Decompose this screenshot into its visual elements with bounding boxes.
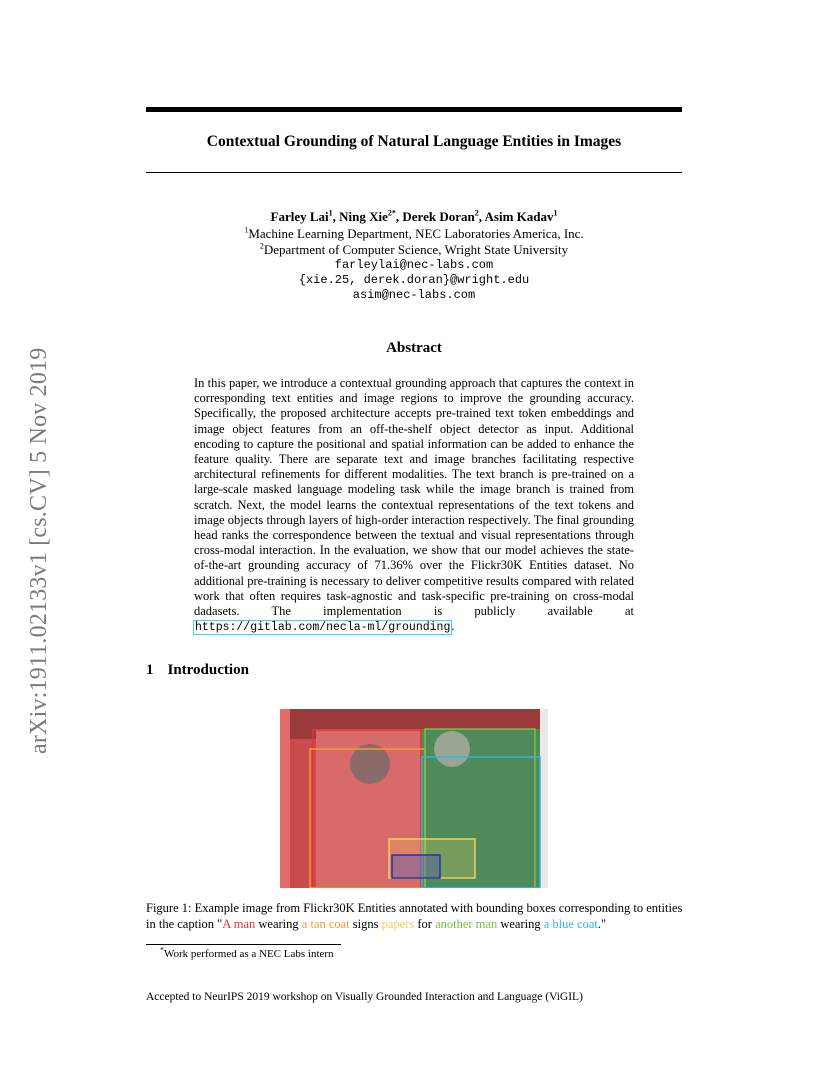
abstract-end: . (451, 619, 455, 634)
author-3: , Derek Doran (395, 209, 475, 224)
email-2: {xie.25, derek.doran}@wright.edu (298, 273, 530, 287)
author-2-footnote-mark: * (391, 208, 396, 218)
caption-entity-papers: papers (381, 916, 415, 931)
author-2: , Ning Xie (332, 209, 388, 224)
photo-left-head (350, 744, 390, 784)
caption-entity-tan-coat: a tan coat (301, 916, 350, 931)
venue-note: Accepted to NeurIPS 2019 workshop on Visually Grounded Interaction and Language (ViGIL) (146, 991, 583, 1003)
bbox-extra (392, 855, 440, 878)
caption-entity-blue-coat: a blue coat (543, 916, 598, 931)
author-1-sup: 1 (328, 208, 333, 218)
photo-right-head (434, 731, 470, 767)
caption-entity-a-man: A man (222, 916, 256, 931)
affiliation-2-sup: 2 (259, 241, 264, 251)
affiliation-2-text: Department of Computer Science, Wright State University (263, 242, 569, 257)
photo-left-edge (280, 709, 290, 888)
figure-image (280, 709, 548, 888)
footnote (160, 945, 334, 960)
abstract-heading: Abstract (386, 340, 442, 356)
affiliation-1-sup: 1 (244, 225, 249, 235)
email-3: asim@nec-labs.com (352, 288, 476, 302)
footnote-text: Work performed as a NEC Labs intern (164, 948, 334, 960)
title-rule-bottom (146, 172, 682, 173)
title-rule-top (146, 107, 682, 112)
figure-caption (146, 901, 686, 932)
abstract-text: In this paper, we introduce a contextual grounding approach that captures the context in corresponding text entities and image regions to improve the grounding accuracy. Specifically, the proposed architecture accepts pre-trained text token embeddings and image object features from an off-the-shelf object detector as input. Additional encoding to capture the positional and spatial information can be added to enhance the feature quality. There are separate text and image branches facilitating respective architectural refinements for different modalities. The text branch is pre-trained on a large-scale masked language modeling task while the image branch is trained from scratch. Next, the model learns the contextual representations of the text tokens and image objects through layers of high-order interaction respectively. The final grounding head ranks the correspondence between the textual and visual representations through cross-modal interaction. In the evaluation, we show that our model achieves the state-of-the-art grounding accuracy of 71.36% over the Flickr30K Entities dataset. No additional pre-training is necessary to deliver competitive results compared with related work that often requires task-agnostic and task-specific pre-training on cross-modal dadasets. The implementation is publicly available at (194, 376, 634, 619)
arxiv-id: arXiv:1911.02133v1 [cs.CV] 5 Nov 2019 (26, 347, 52, 754)
abstract-body (194, 376, 634, 635)
caption-text: wearing (255, 916, 302, 931)
caption-text: wearing (497, 916, 544, 931)
affiliation-1-text: Machine Learning Department, NEC Laboratories America, Inc. (248, 226, 584, 241)
footnote-mark: * (160, 945, 164, 955)
author-4: , Asim Kadav (478, 209, 554, 224)
arxiv-stamp (6, 284, 52, 754)
paper-title: Contextual Grounding of Natural Language Entities in Images (206, 133, 622, 150)
section-heading (146, 662, 249, 679)
email-1: farleylai@nec-labs.com (334, 258, 494, 272)
caption-text: signs (349, 916, 382, 931)
author-4-sup: 1 (553, 208, 558, 218)
author-2-sup: 2 (387, 208, 392, 218)
affiliation-2 (146, 242, 682, 258)
affiliation-1 (146, 226, 682, 242)
author-3-sup: 2 (474, 208, 479, 218)
caption-entity-another-man: another man (435, 916, 498, 931)
author-1: Farley Lai (270, 209, 329, 224)
section-title: Introduction (167, 662, 249, 678)
footnote-rule (146, 944, 341, 945)
author-line (146, 209, 682, 225)
section-number: 1 (146, 662, 154, 678)
caption-suffix: " (600, 916, 607, 931)
caption-prefix: Figure 1: Example image from Flickr30K Entities annotated with bounding boxes corresponding to entities in the caption " (146, 901, 683, 931)
photo-right-edge (540, 709, 548, 888)
caption-text: for (414, 916, 436, 931)
caption-text: . (597, 916, 601, 931)
repository-link[interactable]: https://gitlab.com/necla-ml/grounding (195, 621, 451, 635)
